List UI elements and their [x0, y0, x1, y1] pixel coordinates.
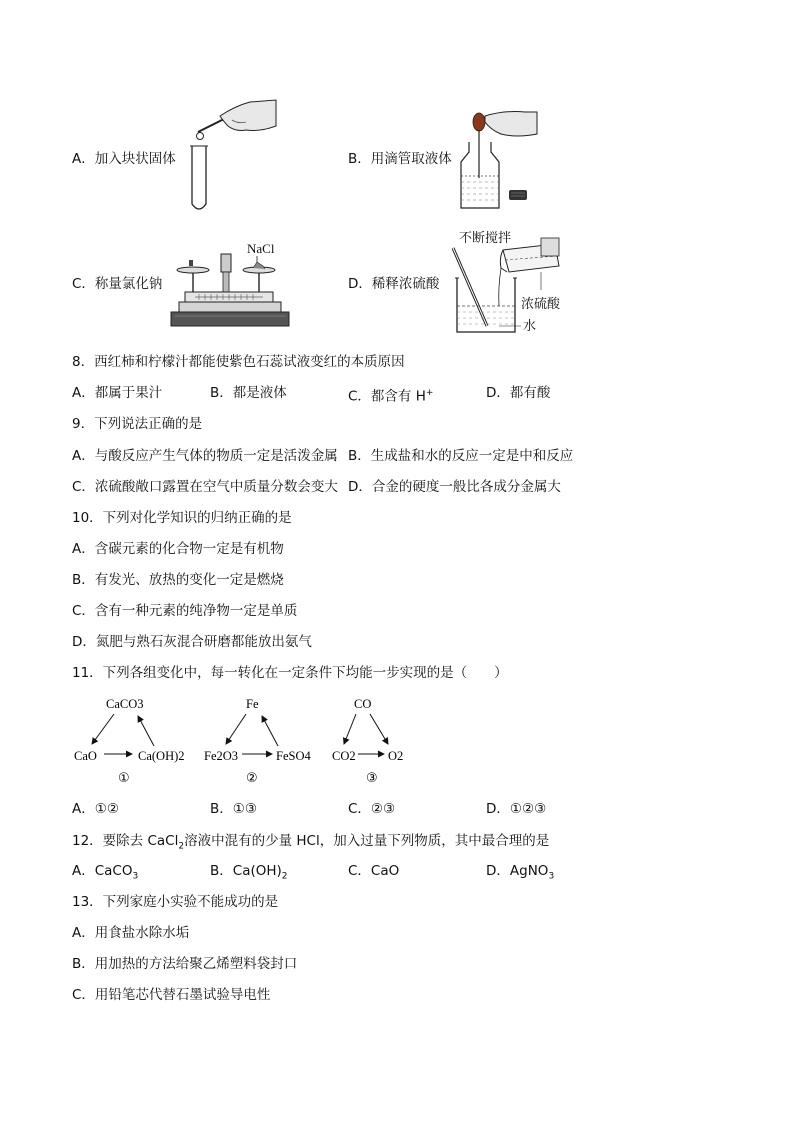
q8-option-b: B．都是液体	[210, 385, 287, 401]
d1-number: ①	[118, 771, 130, 786]
diagram-3	[332, 697, 403, 786]
d3-left: CO2	[332, 749, 356, 763]
d2-right: FeSO4	[276, 749, 311, 763]
q12-stem: 12．要除去 CaCl$_2$溶液中混有的少量 HCl，加入过量下列物质，其中最合理的是	[72, 833, 550, 852]
q9-option-b: B．生成盐和水的反应一定是中和反应	[348, 448, 574, 464]
q11-option-c: C．②③	[348, 801, 396, 817]
q11-option-a: A．①②	[72, 801, 119, 817]
label-nacl: NaCl	[247, 241, 275, 256]
q13-option-a: A．用食盐水除水垢	[72, 925, 190, 941]
q9-option-c: C．浓硫酸敞口露置在空气中质量分数会变大	[72, 479, 338, 495]
q9-option-d: D．合金的硬度一般比各成分金属大	[348, 479, 561, 495]
d1-left: CaO	[74, 749, 97, 763]
label-stir: 不断搅拌	[459, 231, 512, 246]
q7-option-b: B．用滴管取液体	[348, 151, 452, 167]
figure-dropper-bottle	[455, 108, 555, 214]
figure-balance-nacl	[165, 236, 295, 332]
diagram-1	[74, 697, 185, 786]
d3-number: ③	[366, 771, 378, 786]
q11-option-d: D．①②③	[486, 801, 547, 817]
q9-stem: 9．下列说法正确的是	[72, 416, 203, 432]
d1-right: Ca(OH)2	[138, 749, 185, 763]
q8-option-d: D．都有酸	[486, 385, 551, 401]
q13-option-b: B．用加热的方法给聚乙烯塑料袋封口	[72, 956, 298, 972]
d1-top	[106, 697, 144, 711]
q7-option-c: C．称量氯化钠	[72, 276, 163, 292]
q12-option-d: D．AgNO$_3$	[486, 863, 555, 882]
q12-option-c: C．CaO	[348, 863, 400, 879]
figure-test-tube-solid	[180, 96, 280, 214]
q10-option-a: A．含碳元素的化合物一定是有机物	[72, 541, 284, 557]
q10-option-b: B．有发光、放热的变化一定是燃烧	[72, 572, 284, 588]
q7-option-a: A．加入块状固体	[72, 151, 176, 167]
q8-option-a: A．都属于果汁	[72, 385, 163, 401]
q10-option-d: D．氮肥与熟石灰混合研磨都能放出氨气	[72, 634, 312, 650]
q13-option-c: C．用铅笔芯代替石墨试验导电性	[72, 987, 271, 1003]
d2-left: Fe2O3	[204, 749, 239, 763]
figure-dilute-acid	[443, 228, 583, 338]
q7-option-d: D．稀释浓硫酸	[348, 276, 440, 292]
d1-top-text: CaCO3	[106, 697, 144, 711]
q12-option-a: A．CaCO$_3$	[72, 863, 139, 882]
d3-top: CO	[354, 697, 372, 711]
q12-option-b: B．$Ca(OH)_2$	[210, 863, 288, 882]
diagram-2	[204, 697, 311, 786]
q11-option-b: B．①③	[210, 801, 257, 817]
label-water: 水	[523, 319, 537, 334]
q11-stem: 11．下列各组变化中，每一转化在一定条件下均能一步实现的是（ ）	[72, 665, 508, 681]
q8-stem: 8．西红柿和柠檬汁都能使紫色石蕊试液变红的本质原因	[72, 354, 405, 370]
q9-option-a: A．与酸反应产生气体的物质一定是活泼金属	[72, 448, 338, 464]
q10-option-c: C．含有一种元素的纯净物一定是单质	[72, 603, 298, 619]
q11-diagrams	[70, 692, 430, 788]
q13-stem: 13．下列家庭小实验不能成功的是	[72, 894, 279, 910]
label-acid: 浓硫酸	[521, 297, 561, 312]
q10-stem: 10．下列对化学知识的归纳正确的是	[72, 510, 292, 526]
q8-option-c: C．都含有 H+	[348, 388, 434, 405]
d3-right: O2	[388, 749, 404, 763]
d2-number: ②	[246, 771, 258, 786]
d2-top: Fe	[246, 697, 259, 711]
